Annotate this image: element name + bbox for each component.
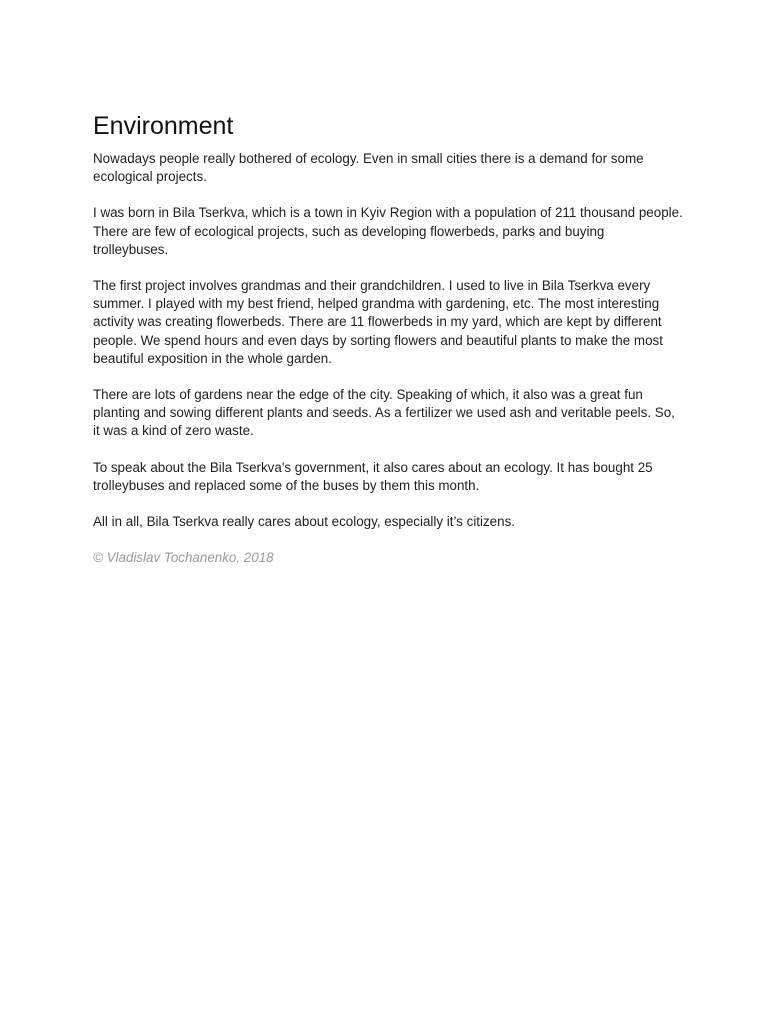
paragraph-hometown: I was born in Bila Tserkva, which is a town in Kyiv Region with a population of 211 thousand people. There are few of ecological projects, such as developing flowerbeds, parks and buying trolleybuses. xyxy=(93,205,683,257)
paragraph-intro: Nowadays people really bothered of ecology. Even in small cities there is a demand for some ecological projects. xyxy=(93,151,644,185)
copyright-notice: © Vladislav Tochanenko, 2018 xyxy=(93,550,274,566)
document-page xyxy=(93,112,683,567)
paragraph-conclusion: All in all, Bila Tserkva really cares about ecology, especially it’s citizens. xyxy=(93,514,515,530)
paragraph-government: To speak about the Bila Tserkva's government, it also cares about an ecology. It has bought 25 trolleybuses and replaced some of the buses by them this month. xyxy=(93,459,653,493)
paragraph-flowerbeds: The first project involves grandmas and their grandchildren. I used to live in Bila Tserkva every summer. I played with my best friend, helped grandma with gardening, etc. The most interesting activity was creating flowerbeds. There are 11 flowerbeds in my yard, which are kept by different people. We spend hours and even days by sorting flowers and beautiful plants to make the most beautiful exposition in the whole garden. xyxy=(93,278,663,366)
document-title: Environment xyxy=(93,112,234,140)
paragraph-gardens: There are lots of gardens near the edge of the city. Speaking of which, it also was a great fun planting and sowing different plants and seeds. As a fertilizer we used ash and veritable peels. So, it was a kind of zero waste. xyxy=(93,387,675,439)
